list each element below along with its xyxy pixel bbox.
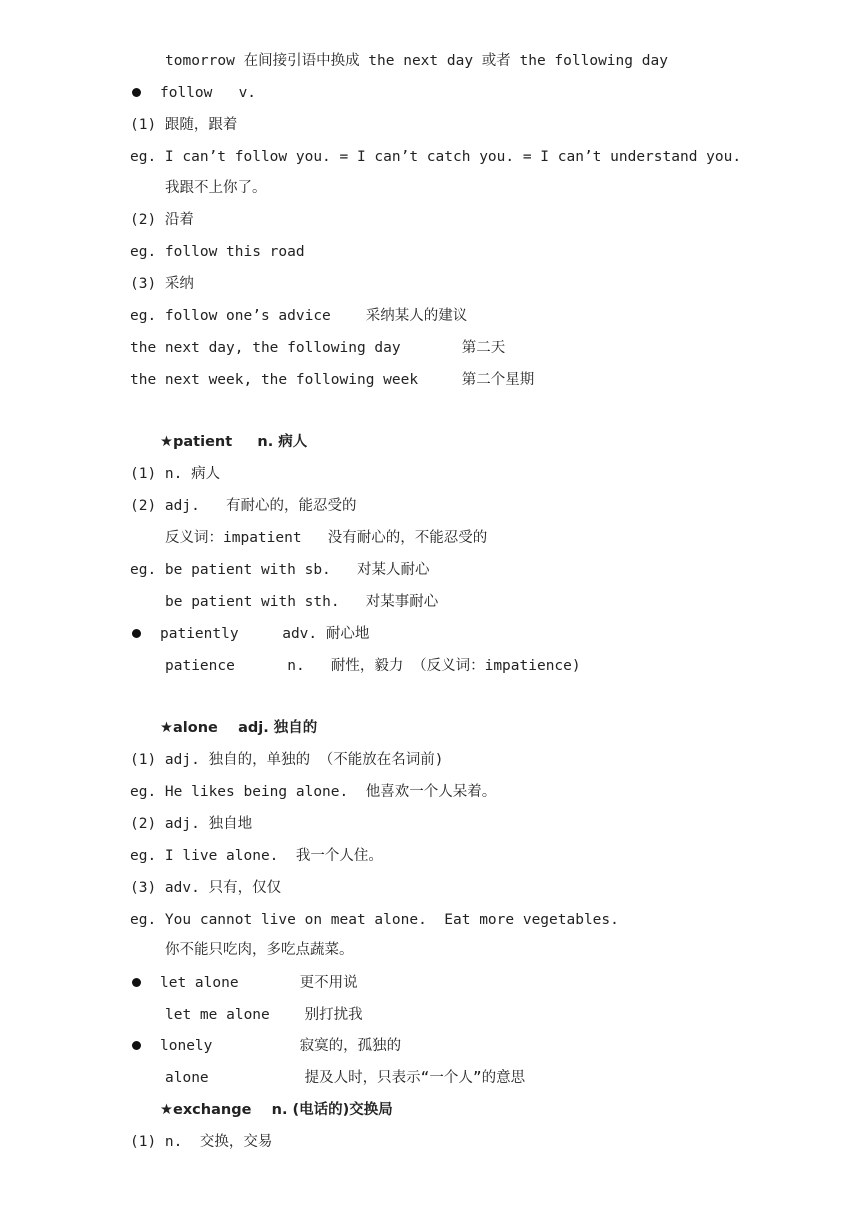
text-line: the next day, the following day 第二天 [130,340,506,356]
text-line: eg. I live alone. 我一个人住。 [130,848,383,864]
text-line: eg. follow one’s advice 采纳某人的建议 [130,308,468,324]
text-line: patience n. 耐性，毅力 （反义词：impatience) [165,658,581,674]
text-line: 反义词：impatient 没有耐心的，不能忍受的 [165,530,488,546]
text-line: follow v. [160,85,257,101]
bullet-icon [132,88,141,97]
text-line: tomorrow 在间接引语中换成 the next day 或者 the following day [165,53,668,69]
text-line: let me alone 别打扰我 [165,1007,363,1023]
text-line: lonely 寂寞的，孤独的 [160,1038,402,1054]
text-line: 我跟不上你了。 [165,180,267,196]
text-line: (2) adj. 独自地 [130,816,253,832]
heading-patient: ★patient n. 病人 [160,434,308,450]
text-line: eg. He likes being alone. 他喜欢一个人呆着。 [130,784,497,800]
text-line: eg. I can’t follow you. = I can’t catch you. = I can’t understand you. [130,149,742,165]
text-line: (2) adj. 有耐心的，能忍受的 [130,498,357,514]
text-line: alone 提及人时，只表示“一个人”的意思 [165,1070,526,1086]
text-line: (3) adv. 只有，仅仅 [130,880,282,896]
text-line: (3) 采纳 [130,276,194,292]
text-line: eg. be patient with sb. 对某人耐心 [130,562,430,578]
bullet-icon [132,978,141,987]
text-line: (2) 沿着 [130,212,194,228]
text-line: eg. You cannot live on meat alone. Eat more vegetables. [130,912,619,928]
heading-alone: ★alone adj. 独自的 [160,720,318,736]
text-line: eg. follow this road [130,244,305,260]
text-line: patiently adv. 耐心地 [160,626,370,642]
text-line: (1) n. 交换，交易 [130,1134,273,1150]
text-line: (1) adj. 独自的，单独的 （不能放在名词前) [130,752,444,768]
bullet-icon [132,1041,141,1050]
text-line: (1) 跟随，跟着 [130,117,238,133]
text-line: let alone 更不用说 [160,975,358,991]
text-line: (1) n. 病人 [130,466,221,482]
text-line: be patient with sth. 对某事耐心 [165,594,439,610]
heading-exchange: ★exchange n. (电话的)交换局 [160,1102,393,1118]
text-line: the next week, the following week 第二个星期 [130,372,535,388]
text-line: 你不能只吃肉，多吃点蔬菜。 [165,942,354,958]
bullet-icon [132,629,141,638]
